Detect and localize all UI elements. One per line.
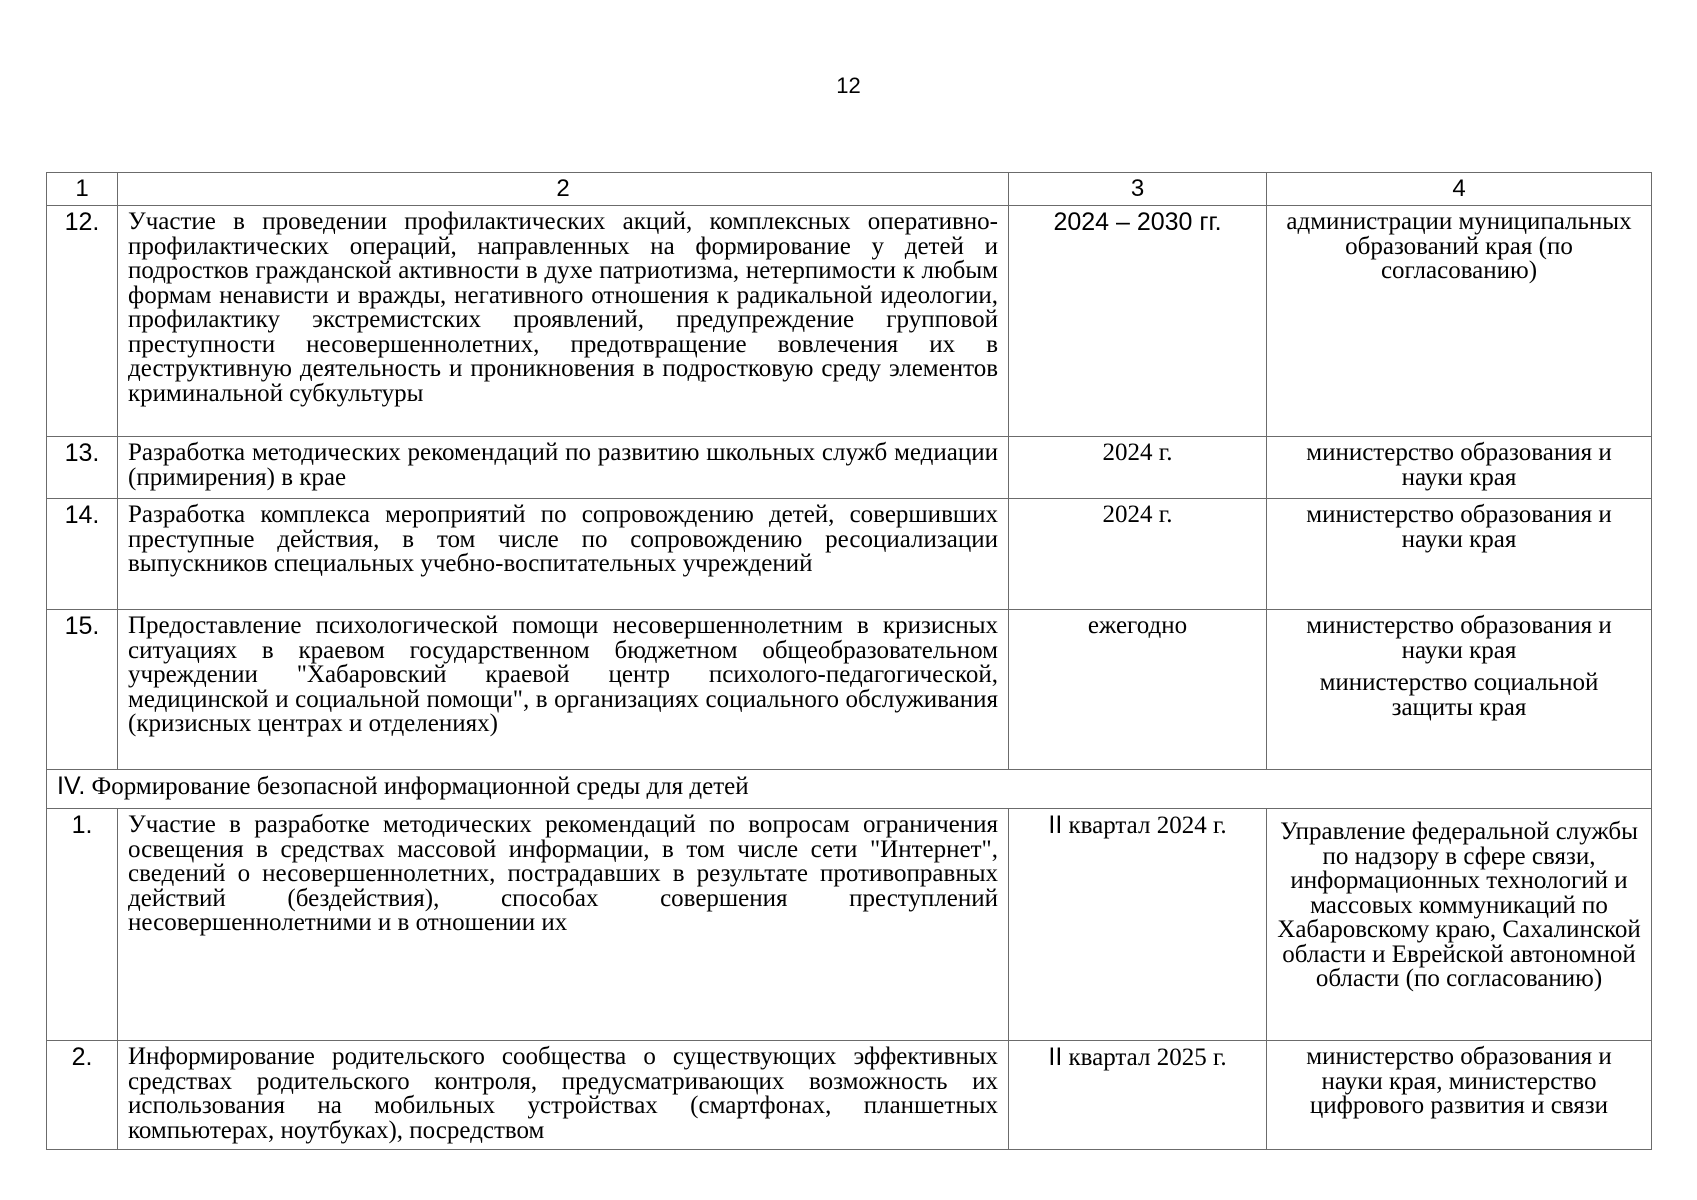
executor: министерство образования и науки края, министерство цифрового развития и связи [1306, 1043, 1612, 1119]
measure-executors [1267, 437, 1652, 499]
executor: министерство образования и науки края [1306, 501, 1612, 553]
section-roman-numeral: IV. [57, 772, 86, 800]
column-number-4: 4 [1267, 173, 1652, 206]
term-text: квартал 2024 г. [1068, 812, 1227, 839]
executor: Управление федеральной службы по надзору в сфере связи, информационных технологий и массовых коммуникаций по Хабаровскому краю, Сахалинской области и Еврейской автономной области (по согласованию) [1277, 818, 1641, 992]
row-number: 14. [47, 499, 118, 610]
table-row [47, 437, 1652, 499]
measure-executors [1267, 809, 1652, 1041]
measure-executors [1267, 499, 1652, 610]
measure-term: 2024 – 2030 гг. [1009, 206, 1267, 437]
table-row [47, 499, 1652, 610]
measure-description: Информирование родительского сообщества о существующих эффективных средствах родительского контроля, предусматривающих возможность их использования на мобильных устройствах (смартфонах, планшетных компьютерах, ноутбуках), посредством [118, 1041, 1009, 1150]
term-text: квартал 2025 г. [1068, 1044, 1227, 1071]
executor: министерство социальной защиты края [1319, 669, 1599, 721]
row-number: 2. [47, 1041, 118, 1150]
executor: администрации муниципальных образований края (по согласованию) [1286, 208, 1632, 284]
measure-description: Предоставление психологической помощи несовершеннолетним в кризисных ситуациях в краевом государственном бюджетном общеобразовательном учреждении "Хабаровский краевой центр психолого-педагогической, медицинской и социальной помощи", в организациях социального обслуживания (кризисных центрах и отделениях) [118, 610, 1009, 770]
section-heading [47, 770, 1652, 809]
column-number-3: 3 [1009, 173, 1267, 206]
term-roman-numeral: II [1048, 811, 1063, 839]
table-row [47, 206, 1652, 437]
measure-term: 2024 г. [1009, 499, 1267, 610]
column-number-2: 2 [118, 173, 1009, 206]
measure-description: Разработка комплекса мероприятий по сопровождению детей, совершивших преступные действия, в том числе по сопровождению ресоциализации выпускников специальных учебно-воспитательных учреждений [118, 499, 1009, 610]
measure-description: Участие в разработке методических рекомендаций по вопросам ограничения освещения в средствах массовой информации, в том числе сети "Интернет", сведений о несовершеннолетних, пострадавших в результате противоправных действий (бездействия), способах совершения преступлений несовершеннолетними и в отношении их [118, 809, 1009, 1041]
row-number: 12. [47, 206, 118, 437]
term-roman-numeral: II [1048, 1043, 1063, 1071]
measure-term [1009, 1041, 1267, 1150]
page-number: 12 [836, 73, 861, 98]
row-number: 15. [47, 610, 118, 770]
table-row [47, 809, 1652, 1041]
measure-executors [1267, 206, 1652, 437]
measure-term: 2024 г. [1009, 437, 1267, 499]
measure-description: Участие в проведении профилактических акций, комплексных оперативно-профилактических операций, направленных на формирование у детей и подростков гражданской активности в духе патриотизма, нетерпимости к любым формам ненависти и вражды, негативного отношения к радикальной идеологии, профилактику экстремистских проявлений, предупреждение групповой преступности несовершеннолетних, предотвращение вовлечения их в деструктивную деятельность и проникновения в подростковую среду элементов криминальной субкультуры [118, 206, 1009, 437]
row-number: 13. [47, 437, 118, 499]
executor: министерство образования и науки края [1306, 439, 1612, 491]
table-row [47, 610, 1652, 770]
column-number-1: 1 [47, 173, 118, 206]
measure-term [1009, 809, 1267, 1041]
row-number: 1. [47, 809, 118, 1041]
table-header-row [47, 173, 1652, 206]
section-title: Формирование безопасной информационной среды для детей [91, 773, 749, 800]
measure-executors [1267, 610, 1652, 770]
table-row [47, 1041, 1652, 1150]
measures-table [46, 172, 1652, 1150]
executor: министерство образования и науки края [1306, 612, 1612, 664]
measure-term: ежегодно [1009, 610, 1267, 770]
measure-description: Разработка методических рекомендаций по развитию школьных служб медиации (примирения) в крае [118, 437, 1009, 499]
section-heading-row [47, 770, 1652, 809]
measure-executors [1267, 1041, 1652, 1150]
